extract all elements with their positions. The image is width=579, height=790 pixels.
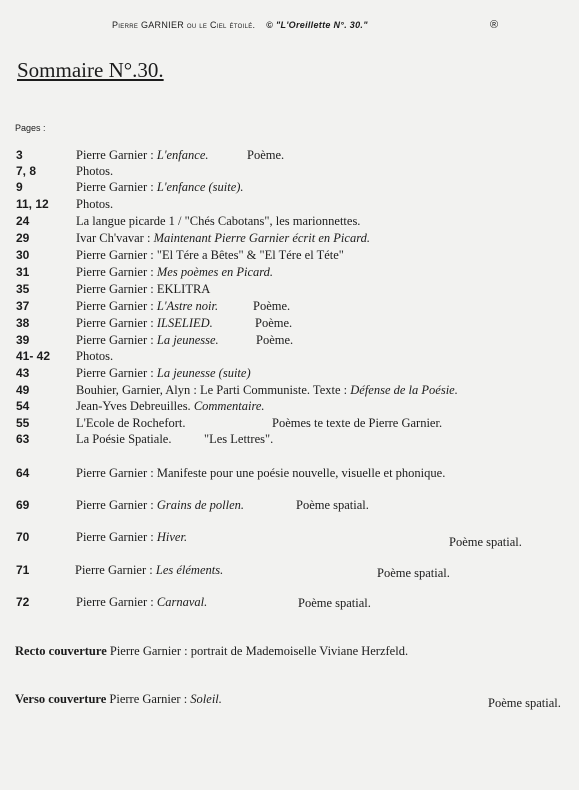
page-number: 41- 42 bbox=[16, 349, 51, 363]
entry-italic: Hiver. bbox=[156, 530, 188, 544]
entry-text bbox=[76, 399, 265, 414]
page-number: 55 bbox=[16, 416, 30, 430]
entry-text bbox=[76, 498, 244, 513]
entry-plain: Pierre Garnier : bbox=[76, 333, 157, 347]
entry-plain: Pierre Garnier : bbox=[76, 180, 157, 194]
page-number: 24 bbox=[16, 214, 30, 228]
entry-italic: Commentaire. bbox=[193, 399, 265, 413]
entry-text bbox=[76, 530, 187, 545]
entry-text bbox=[76, 231, 370, 246]
page-number: 7, 8 bbox=[16, 164, 37, 178]
entry-text bbox=[76, 366, 251, 381]
entry-plain: Pierre Garnier : bbox=[76, 498, 157, 512]
page-number: 38 bbox=[16, 316, 30, 330]
verso-label: Verso couverture bbox=[15, 692, 107, 706]
pages-label: Pages : bbox=[15, 123, 46, 133]
entry-italic: L'Astre noir. bbox=[156, 299, 219, 313]
entry-text bbox=[76, 416, 186, 431]
entry-note: Poème spatial. bbox=[449, 535, 522, 549]
page-number: 3 bbox=[16, 148, 23, 162]
entry-text bbox=[76, 595, 207, 610]
page-title: Sommaire N°.30. bbox=[17, 58, 164, 82]
recto-cover-entry bbox=[15, 644, 408, 659]
header-middle: © "L'Oreillette N°. 30." bbox=[266, 20, 368, 30]
verso-note: Poème spatial. bbox=[488, 696, 561, 710]
entry-plain: Pierre Garnier : bbox=[76, 530, 157, 544]
page-number: 37 bbox=[16, 299, 30, 313]
entry-text bbox=[76, 164, 113, 179]
entry-italic: La jeunesse. bbox=[156, 333, 219, 347]
entry-plain: Pierre Garnier : bbox=[76, 595, 157, 609]
entry-note: Poème. bbox=[255, 316, 293, 330]
entry-plain: Pierre Garnier : EKLITRA bbox=[76, 282, 211, 296]
verso-cover-entry bbox=[15, 692, 222, 707]
page-number: 43 bbox=[16, 366, 30, 380]
entry-text bbox=[76, 383, 458, 398]
entry-note: Poème. bbox=[253, 299, 291, 313]
entry-italic: ILSELIED. bbox=[156, 316, 213, 330]
entry-text bbox=[76, 333, 219, 348]
entry-italic: L'enfance. bbox=[156, 148, 209, 162]
recto-text: Pierre Garnier : portrait de Mademoiselle Viviane Herzfeld. bbox=[106, 644, 409, 658]
verso-text: Pierre Garnier : bbox=[106, 692, 191, 706]
entry-italic: Mes poèmes en Picard. bbox=[156, 265, 274, 279]
verso-italic: Soleil. bbox=[190, 692, 222, 706]
entry-plain: Photos. bbox=[76, 349, 114, 363]
page-number: 64 bbox=[16, 466, 30, 480]
page-number: 69 bbox=[16, 498, 30, 512]
entry-text bbox=[76, 197, 113, 212]
page-number: 54 bbox=[16, 399, 30, 413]
entry-italic: L'enfance (suite). bbox=[156, 180, 244, 194]
registered-mark: ® bbox=[490, 19, 499, 31]
page-number: 30 bbox=[16, 248, 30, 262]
entry-note: Poème. bbox=[256, 333, 294, 347]
entry-text bbox=[76, 432, 171, 447]
entry-italic: Les éléments. bbox=[155, 563, 224, 577]
header-left: Pierre GARNIER ou le Ciel étoilé. bbox=[112, 20, 256, 30]
running-header bbox=[112, 19, 499, 31]
recto-label: Recto couverture bbox=[15, 644, 107, 658]
entry-text bbox=[76, 316, 213, 331]
entry-plain: Pierre Garnier : bbox=[76, 366, 157, 380]
entry-italic: Maintenant Pierre Garnier écrit en Picard. bbox=[153, 231, 370, 245]
entry-italic: La jeunesse (suite) bbox=[156, 366, 251, 380]
entry-plain: L'Ecole de Rochefort. bbox=[76, 416, 186, 430]
entry-plain: Bouhier, Garnier, Alyn : Le Parti Communiste. Texte : bbox=[76, 383, 351, 397]
entry-plain: Photos. bbox=[76, 197, 114, 211]
entry-text bbox=[76, 349, 113, 364]
page-number: 35 bbox=[16, 282, 30, 296]
entry-text bbox=[76, 248, 344, 263]
entry-plain: Pierre Garnier : bbox=[76, 316, 157, 330]
entry-plain: Pierre Garnier : bbox=[76, 265, 157, 279]
entry-text bbox=[76, 148, 209, 163]
entry-text bbox=[75, 563, 223, 578]
page-number: 70 bbox=[16, 530, 30, 544]
page-number: 11, 12 bbox=[16, 197, 49, 211]
entry-text bbox=[76, 282, 210, 297]
page-number: 39 bbox=[16, 333, 30, 347]
entry-plain: Photos. bbox=[76, 164, 114, 178]
entry-text bbox=[76, 180, 244, 195]
entry-text bbox=[76, 214, 360, 229]
page-number: 31 bbox=[16, 265, 30, 279]
entry-text bbox=[76, 466, 445, 481]
entry-text bbox=[76, 299, 218, 314]
entry-plain: Pierre Garnier : "El Tére a Bêtes" & "El Tére el Téte" bbox=[76, 248, 344, 262]
entry-italic: Carnaval. bbox=[156, 595, 208, 609]
entry-note: Poèmes te texte de Pierre Garnier. bbox=[272, 416, 443, 430]
entry-plain: Pierre Garnier : bbox=[76, 299, 157, 313]
entry-note: Poème. bbox=[247, 148, 285, 162]
entry-plain: Pierre Garnier : Manifeste pour une poésie nouvelle, visuelle et phonique. bbox=[76, 466, 446, 480]
entry-note: Poème spatial. bbox=[298, 596, 371, 610]
entry-plain: La langue picarde 1 / "Chés Cabotans", les marionnettes. bbox=[76, 214, 361, 228]
entry-plain: Ivar Ch'vavar : bbox=[76, 231, 154, 245]
page-number: 49 bbox=[16, 383, 30, 397]
entry-plain: Jean-Yves Debreuilles. bbox=[76, 399, 194, 413]
page-number: 63 bbox=[16, 432, 30, 446]
page-number: 71 bbox=[16, 563, 30, 577]
page-number: 29 bbox=[16, 231, 30, 245]
entry-note: Poème spatial. bbox=[377, 566, 450, 580]
entry-plain: La Poésie Spatiale. bbox=[76, 432, 172, 446]
page-number: 9 bbox=[16, 180, 23, 194]
entry-italic: Grains de pollen. bbox=[156, 498, 245, 512]
entry-note: Poème spatial. bbox=[296, 498, 369, 512]
page-number: 72 bbox=[16, 595, 30, 609]
entry-note: "Les Lettres". bbox=[204, 432, 274, 446]
entry-plain: Pierre Garnier : bbox=[76, 148, 157, 162]
entry-italic: Défense de la Poésie. bbox=[350, 383, 458, 397]
entry-text bbox=[76, 265, 273, 280]
entry-plain: Pierre Garnier : bbox=[75, 563, 156, 577]
